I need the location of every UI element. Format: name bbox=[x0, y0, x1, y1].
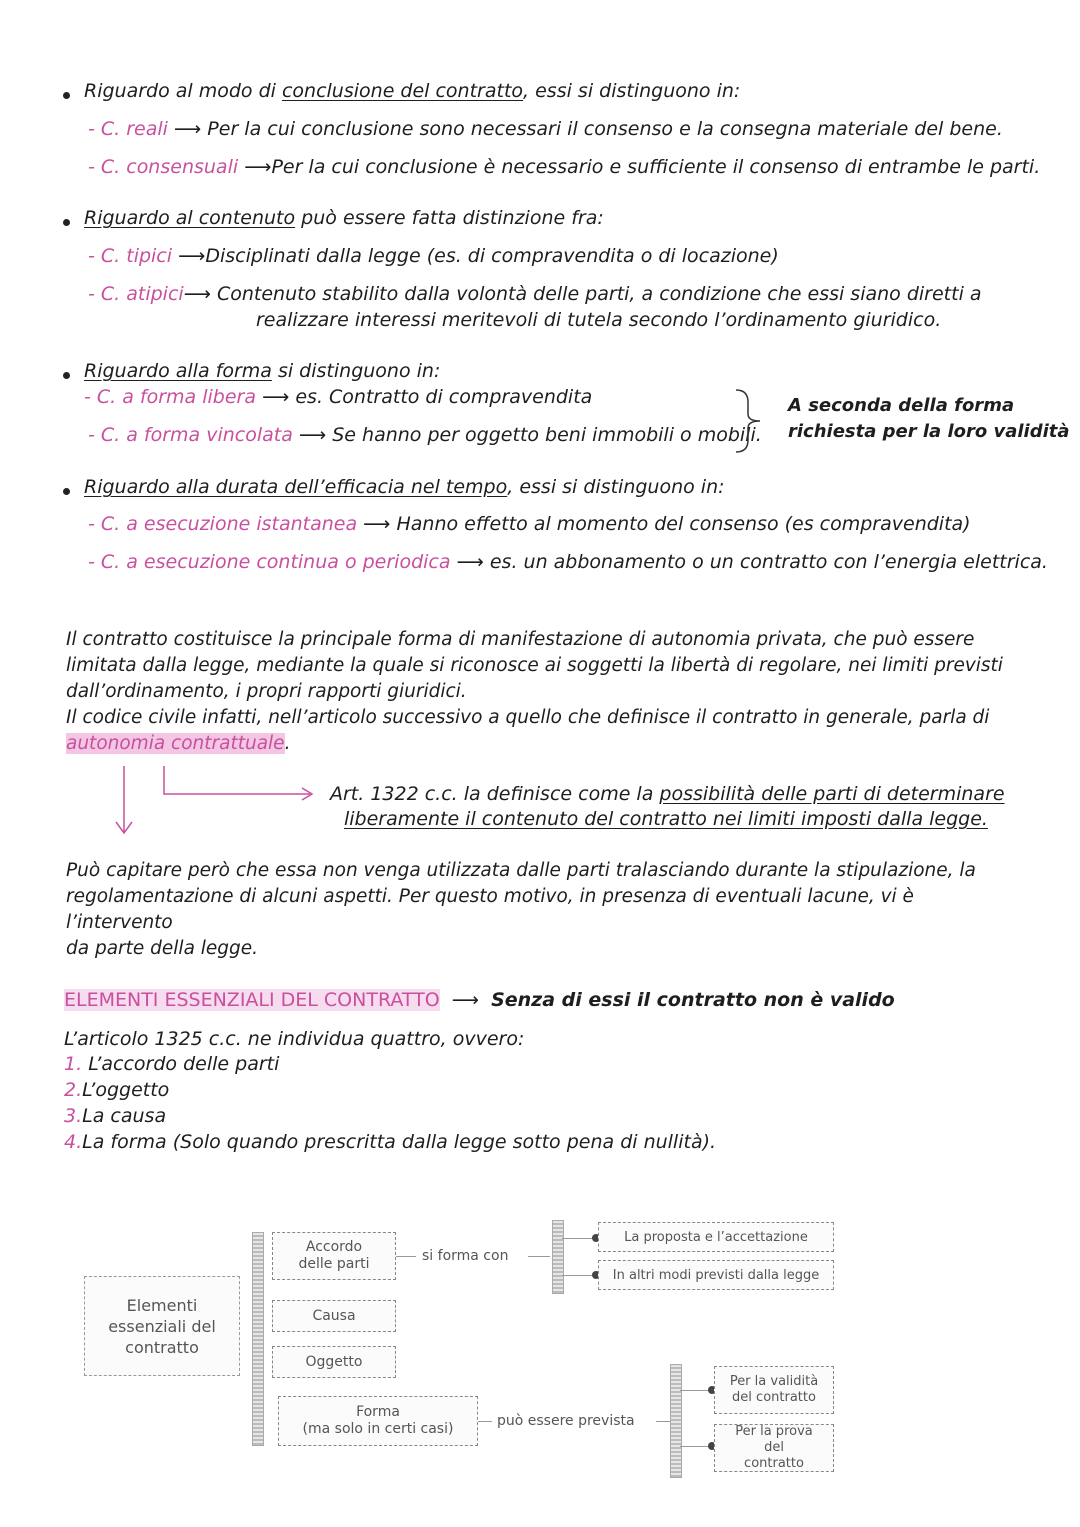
arrow-icon: ⟶ bbox=[456, 551, 484, 573]
diagram-accordo: Accordo delle parti bbox=[272, 1232, 396, 1280]
diagram-oggetto: Oggetto bbox=[272, 1346, 396, 1378]
diagram-connector bbox=[528, 1256, 550, 1257]
conclusione-intro: Riguardo al modo di conclusione del contratto, essi si distinguono in: bbox=[84, 80, 741, 102]
diagram-main-bar bbox=[252, 1232, 264, 1446]
arrow-icon: ⟶ bbox=[183, 283, 211, 305]
diagram-forma-opt2: Per la prova del contratto bbox=[714, 1424, 834, 1472]
elementi-heading: ELEMENTI ESSENZIALI DEL CONTRATTO bbox=[64, 989, 440, 1011]
diagram-forma: Forma (ma solo in certi casi) bbox=[278, 1396, 478, 1446]
arrow-icon: ⟶ bbox=[451, 989, 480, 1011]
right-arrow-icon bbox=[158, 764, 318, 804]
diagram-connector bbox=[396, 1256, 416, 1257]
durata-item-istantanea: - C. a esecuzione istantanea ⟶ Hanno effetto al momento del consenso (es compravendita) bbox=[88, 513, 971, 535]
diagram-connector bbox=[656, 1421, 670, 1422]
diagram-forma-opt1: Per la validità del contratto bbox=[714, 1366, 834, 1414]
paragraph-autonomia: Il contratto costituisce la principale forma di manifestazione di autonomia privata, che può essere limitata dalla legge, mediante la quale si riconosce ai soggetti la libertà di regolare, nei limiti previsti dall’ordinamento, i propri rapporti giuridici. Il codice civile infatti, nell’articolo successivo a quello che definisce il contratto in generale, parla di autonomia contrattuale. bbox=[66, 629, 1003, 754]
diagram-connector bbox=[478, 1421, 492, 1422]
diagram-accordo-opt1: La proposta e l’accettazione bbox=[598, 1222, 834, 1252]
elementi-intro: L’articolo 1325 c.c. ne individua quattro, ovvero: bbox=[64, 1028, 525, 1050]
article-1322-cont: liberamente il contenuto del contratto nei limiti imposti dalla legge. bbox=[344, 808, 988, 830]
bullet-contenuto bbox=[63, 219, 70, 226]
elementi-item-1: 1. L’accordo delle parti bbox=[64, 1053, 280, 1075]
elementi-heading-row bbox=[64, 988, 895, 1012]
durata-intro: Riguardo alla durata dell’efficacia nel tempo, essi si distinguono in: bbox=[84, 476, 725, 498]
elementi-item-2: 2.L’oggetto bbox=[64, 1079, 170, 1101]
contenuto-intro: Riguardo al contenuto può essere fatta distinzione fra: bbox=[84, 207, 604, 229]
conclusione-item-reali: - C. reali ⟶ Per la cui conclusione sono necessari il consenso e la consegna materiale del bene. bbox=[88, 118, 1003, 140]
contenuto-item-atipici-cont: realizzare interessi meritevoli di tutela secondo l’ordinamento giuridico. bbox=[256, 309, 942, 331]
diagram-root: Elementi essenziali del contratto bbox=[84, 1276, 240, 1376]
arrow-icon: ⟶ bbox=[298, 424, 327, 446]
diagram-forma-link: può essere prevista bbox=[497, 1413, 635, 1429]
brace-icon bbox=[734, 388, 766, 454]
diagram-accordo-link: si forma con bbox=[422, 1248, 509, 1264]
diagram-accordo-opt2: In altri modi previsti dalla legge bbox=[598, 1260, 834, 1290]
contenuto-item-tipici: - C. tipici ⟶Disciplinati dalla legge (es. di compravendita o di locazione) bbox=[88, 245, 779, 267]
elementi-note: Senza di essi il contratto non è valido bbox=[491, 989, 895, 1011]
bullet-conclusione bbox=[63, 92, 70, 99]
arrow-icon: ⟶ bbox=[363, 513, 391, 535]
arrow-icon: ⟶ bbox=[174, 118, 202, 140]
diagram-connector bbox=[562, 1275, 596, 1276]
elementi-item-4: 4.La forma (Solo quando prescritta dalla legge sotto pena di nullità). bbox=[64, 1131, 717, 1153]
arrow-icon: ⟶ bbox=[178, 245, 206, 267]
arrow-icon: ⟶ bbox=[244, 156, 272, 178]
diagram-accordo-bar bbox=[552, 1220, 564, 1294]
contenuto-item-atipici: - C. atipici⟶ Contenuto stabilito dalla volontà delle parti, a condizione che essi siano diretti a bbox=[88, 283, 982, 305]
article-1322: Art. 1322 c.c. la definisce come la possibilità delle parti di determinare bbox=[330, 783, 1005, 805]
elementi-item-3: 3.La causa bbox=[64, 1105, 167, 1127]
arrow-icon: ⟶ bbox=[262, 386, 290, 408]
diagram-connector bbox=[562, 1238, 596, 1239]
durata-item-continua: - C. a esecuzione continua o periodica ⟶ es. un abbonamento o un contratto con l’energia elettrica. bbox=[88, 551, 1048, 573]
diagram-forma-bar bbox=[670, 1364, 682, 1478]
forma-item-libera: - C. a forma libera ⟶ es. Contratto di compravendita bbox=[84, 386, 593, 408]
bullet-durata bbox=[63, 488, 70, 495]
forma-item-vincolata: - C. a forma vincolata ⟶ Se hanno per oggetto beni immobili o mobili. bbox=[88, 424, 762, 446]
forma-brace-note-2: richiesta per la loro validità bbox=[788, 421, 1070, 442]
diagram-causa: Causa bbox=[272, 1300, 396, 1332]
conclusione-item-consensuali: - C. consensuali ⟶Per la cui conclusione è necessario e sufficiente il consenso di entrambe le parti. bbox=[88, 156, 1041, 178]
autonomia-contrattuale-highlight: autonomia contrattuale bbox=[66, 733, 285, 754]
forma-intro: Riguardo alla forma si distinguono in: bbox=[84, 360, 441, 382]
forma-brace-note-1: A seconda della forma bbox=[788, 395, 1015, 416]
bullet-forma bbox=[63, 372, 70, 379]
conclusione-intro-underlined: conclusione del contratto bbox=[281, 80, 524, 102]
paragraph-lacune: Può capitare però che essa non venga utilizzata dalle parti tralasciando durante la stipulazione, la regolamentazione di alcuni aspetti. Per questo motivo, in presenza di eventuali lacune, vi è l’intervento da parte della legge. bbox=[66, 860, 976, 959]
down-arrow-icon bbox=[112, 764, 136, 836]
